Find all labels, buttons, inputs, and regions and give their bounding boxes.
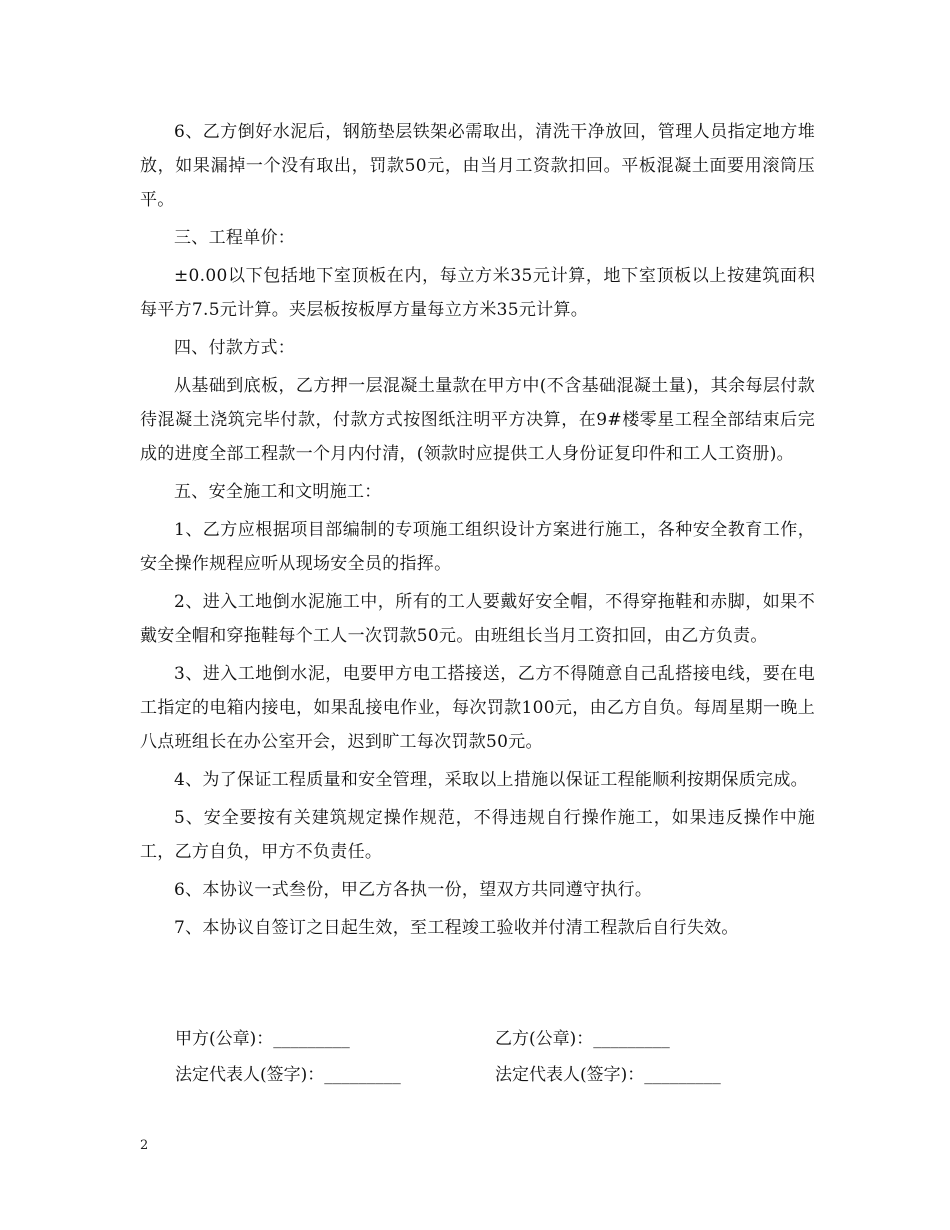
safety-clause-5: 5、安全要按有关建筑规定操作规范，不得违规自行操作施工，如果违反操作中施工，乙方自负，甲方不负责任。 [140, 808, 815, 862]
contract-body [140, 115, 815, 949]
section-heading-payment: 四、付款方式： [174, 338, 296, 358]
section-heading-unit-price: 三、工程单价： [174, 228, 296, 248]
party-b-seal-line: 乙方(公章)：_________ [495, 1029, 670, 1049]
section-heading-safety: 五、安全施工和文明施工： [174, 482, 382, 502]
party-a-seal-line: 甲方(公章)：_________ [175, 1029, 350, 1049]
party-a-representative-line: 法定代表人(签字)：_________ [175, 1065, 401, 1085]
effective-date-clause: 7、本协议自签订之日起生效，至工程竣工验收并付清工程款后自行失效。 [174, 918, 739, 938]
safety-clause-1: 1、乙方应根据项目部编制的专项施工组织设计方案进行施工，各种安全教育工作，安全操作规程应听从现场安全员的指挥。 [140, 520, 815, 574]
copies-clause: 6、本协议一式叁份，甲乙方各执一份，望双方共同遵守执行。 [174, 880, 653, 900]
payment-terms-text: 从基础到底板，乙方押一层混凝土量款在甲方中(不含基础混凝土量)，其余每层付款待混凝土浇筑完毕付款，付款方式按图纸注明平方决算，在9#楼零星工程全部结束后完成的进度全部工程款一个月内付清，(领款时应提供工人身份证复印件和工人工资册)。 [140, 376, 815, 464]
clause-6-rebar-removal: 6、乙方倒好水泥后，钢筋垫层铁架必需取出，清洗干净放回，管理人员指定地方堆放，如果漏掉一个没有取出，罚款50元，由当月工资款扣回。平板混凝土面要用滚筒压平。 [140, 122, 815, 210]
safety-clause-2: 2、进入工地倒水泥施工中，所有的工人要戴好安全帽，不得穿拖鞋和赤脚，如果不戴安全帽和穿拖鞋每个工人一次罚款50元。由班组长当月工资扣回，由乙方负责。 [140, 592, 815, 646]
safety-clause-3: 3、进入工地倒水泥，电要甲方电工搭接送，乙方不得随意自己乱搭接电线，要在电工指定的电箱内接电，如果乱接电作业，每次罚款100元，由乙方自负。每周星期一晚上八点班组长在办公室开会，迟到旷工每次罚款50元。 [140, 664, 815, 752]
seal-signature-row [175, 1027, 815, 1051]
party-b-representative-line: 法定代表人(签字)：_________ [495, 1065, 721, 1085]
safety-clause-4: 4、为了保证工程质量和安全管理，采取以上措施以保证工程能顺利按期保质完成。 [174, 770, 808, 790]
representative-signature-row [175, 1063, 815, 1087]
unit-price-text: ±0.00以下包括地下室顶板在内，每立方米35元计算，地下室顶板以上按建筑面积每平方7.5元计算。夹层板按板厚方量每立方米35元计算。 [140, 266, 815, 320]
page-number: 2 [140, 1138, 149, 1153]
